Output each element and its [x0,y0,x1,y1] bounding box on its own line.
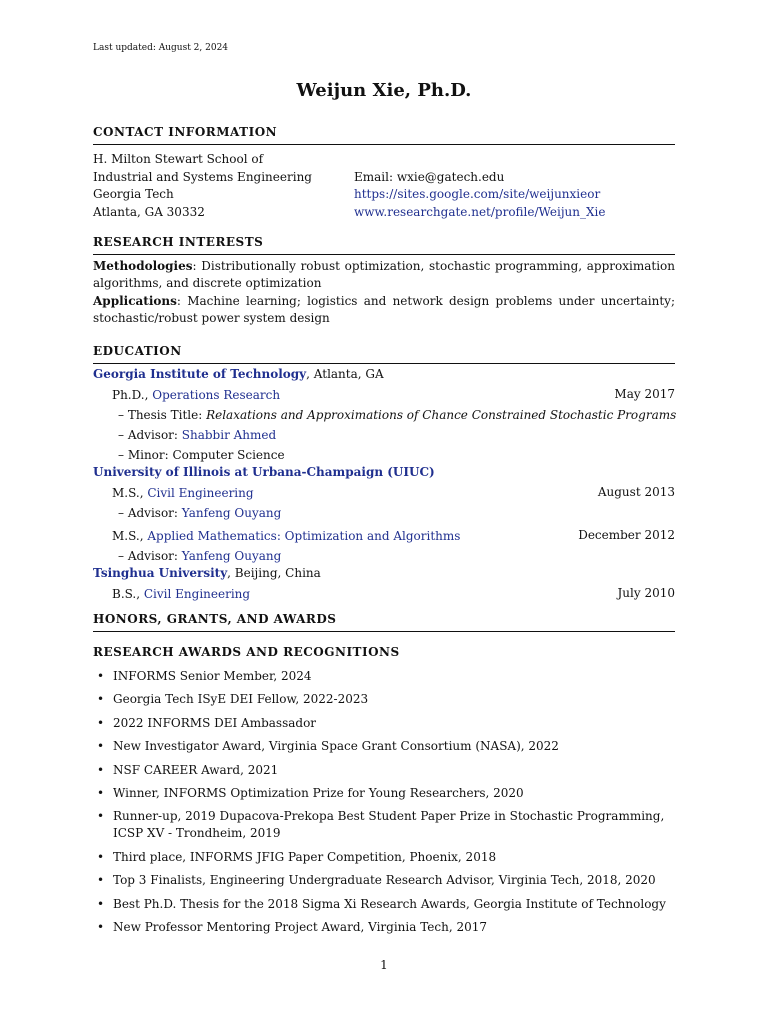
subsection-heading-research-awards: RESEARCH AWARDS AND RECOGNITIONS [93,645,400,659]
section-heading-contact: CONTACT INFORMATION [93,125,675,145]
edu-gt-degree [112,387,280,404]
edu-uiuc [93,464,435,481]
list-item: • Third place, INFORMS JFIG Paper Competition, Phoenix, 2018 [93,849,675,866]
edu-gt-advisor-name[interactable]: Shabbir Ahmed [181,428,277,442]
list-item: • Best Ph.D. Thesis for the 2018 Sigma Xi Research Awards, Georgia Institute of Technology [93,896,675,913]
edu-uiuc-ms1-field[interactable]: Civil Engineering [147,486,254,500]
applications-text: : Machine learning; logistics and network design problems under uncertainty; stochastic/robust power system design [93,294,675,325]
page-number: 1 [380,958,388,972]
list-item: • New Professor Mentoring Project Award, Virginia Tech, 2017 [93,919,675,936]
edu-gt-field[interactable]: Operations Research [152,388,281,402]
edu-uiuc-ms2-field[interactable]: Applied Mathematics: Optimization and Algorithms [147,529,461,543]
edu-uiuc-ms2-date: December 2012 [578,528,675,542]
edu-gt-name[interactable]: Georgia Institute of Technology [93,367,307,381]
list-item: • 2022 INFORMS DEI Ambassador [93,715,675,732]
list-item: • Top 3 Finalists, Engineering Undergraduate Research Advisor, Virginia Tech, 2018, 2020 [93,872,675,889]
section-heading-honors: HONORS, GRANTS, AND AWARDS [93,612,675,632]
edu-tsinghua-degree [112,586,250,603]
methodologies-text: : Distributionally robust optimization, stochastic programming, approximation algorithms, and discrete optimization [93,259,675,290]
edu-uiuc-ms2-advisor-label: – Advisor: [118,549,182,563]
edu-gt-degree-label: Ph.D., [112,388,153,402]
edu-uiuc-ms2-advisor-name[interactable]: Yanfeng Ouyang [181,549,282,563]
address-line-4: Atlanta, GA 30332 [93,205,205,219]
section-heading-research: RESEARCH INTERESTS [93,235,675,255]
edu-uiuc-ms1-advisor-label: – Advisor: [118,506,182,520]
cv-title: Weijun Xie, Ph.D. [296,80,472,101]
methodologies [93,258,675,292]
edu-gt-minor: – Minor: Computer Science [118,448,285,462]
edu-gt-location: , Atlanta, GA [306,367,384,381]
awards-list [93,668,675,942]
edu-tsinghua-date: July 2010 [617,586,675,600]
email: Email: wxie@gatech.edu [354,170,505,184]
edu-uiuc-ms2 [112,528,460,545]
edu-uiuc-name[interactable]: University of Illinois at Urbana-Champaign (UIUC) [93,465,435,479]
list-item: • NSF CAREER Award, 2021 [93,762,675,779]
edu-uiuc-ms1-advisor [118,505,281,522]
address-line-1: H. Milton Stewart School of [93,152,264,166]
list-item: • Winner, INFORMS Optimization Prize for Young Researchers, 2020 [93,785,675,802]
edu-gt-thesis-label: – Thesis Title: [118,408,207,422]
edu-uiuc-ms1-label: M.S., [112,486,148,500]
list-item: • INFORMS Senior Member, 2024 [93,668,675,685]
website-link[interactable]: https://sites.google.com/site/weijunxieor [354,187,601,201]
edu-tsinghua-field[interactable]: Civil Engineering [143,587,251,601]
list-item: • New Investigator Award, Virginia Space Grant Consortium (NASA), 2022 [93,738,675,755]
edu-tsinghua-location: , Beijing, China [227,566,321,580]
edu-gt-advisor [118,427,276,444]
edu-gt-date: May 2017 [614,387,675,401]
section-heading-education: EDUCATION [93,344,675,364]
edu-gt-thesis [118,407,676,424]
methodologies-label: Methodologies [93,259,193,273]
list-item: • Runner-up, 2019 Dupacova-Prekopa Best Student Paper Prize in Stochastic Programming, ICSP XV - Trondheim, 2019 [93,808,675,842]
edu-tsinghua-degree-label: B.S., [112,587,144,601]
edu-tsinghua-name[interactable]: Tsinghua University [93,566,228,580]
edu-uiuc-ms2-advisor [118,548,281,565]
edu-gt-thesis-title: Relaxations and Approximations of Chance Constrained Stochastic Programs [206,408,677,422]
edu-uiuc-ms1-advisor-name[interactable]: Yanfeng Ouyang [181,506,282,520]
applications-label: Applications [93,294,177,308]
edu-uiuc-ms1-date: August 2013 [597,485,675,499]
applications [93,293,675,327]
edu-gt-advisor-label: – Advisor: [118,428,182,442]
edu-gt [93,366,384,383]
edu-uiuc-ms1 [112,485,254,502]
list-item: • Georgia Tech ISyE DEI Fellow, 2022-2023 [93,691,675,708]
address-line-2: Industrial and Systems Engineering [93,170,312,184]
address-line-3: Georgia Tech [93,187,174,201]
last-updated: Last updated: August 2, 2024 [93,43,229,53]
researchgate-link[interactable]: www.researchgate.net/profile/Weijun_Xie [354,205,606,219]
edu-tsinghua [93,565,321,582]
edu-uiuc-ms2-label: M.S., [112,529,148,543]
